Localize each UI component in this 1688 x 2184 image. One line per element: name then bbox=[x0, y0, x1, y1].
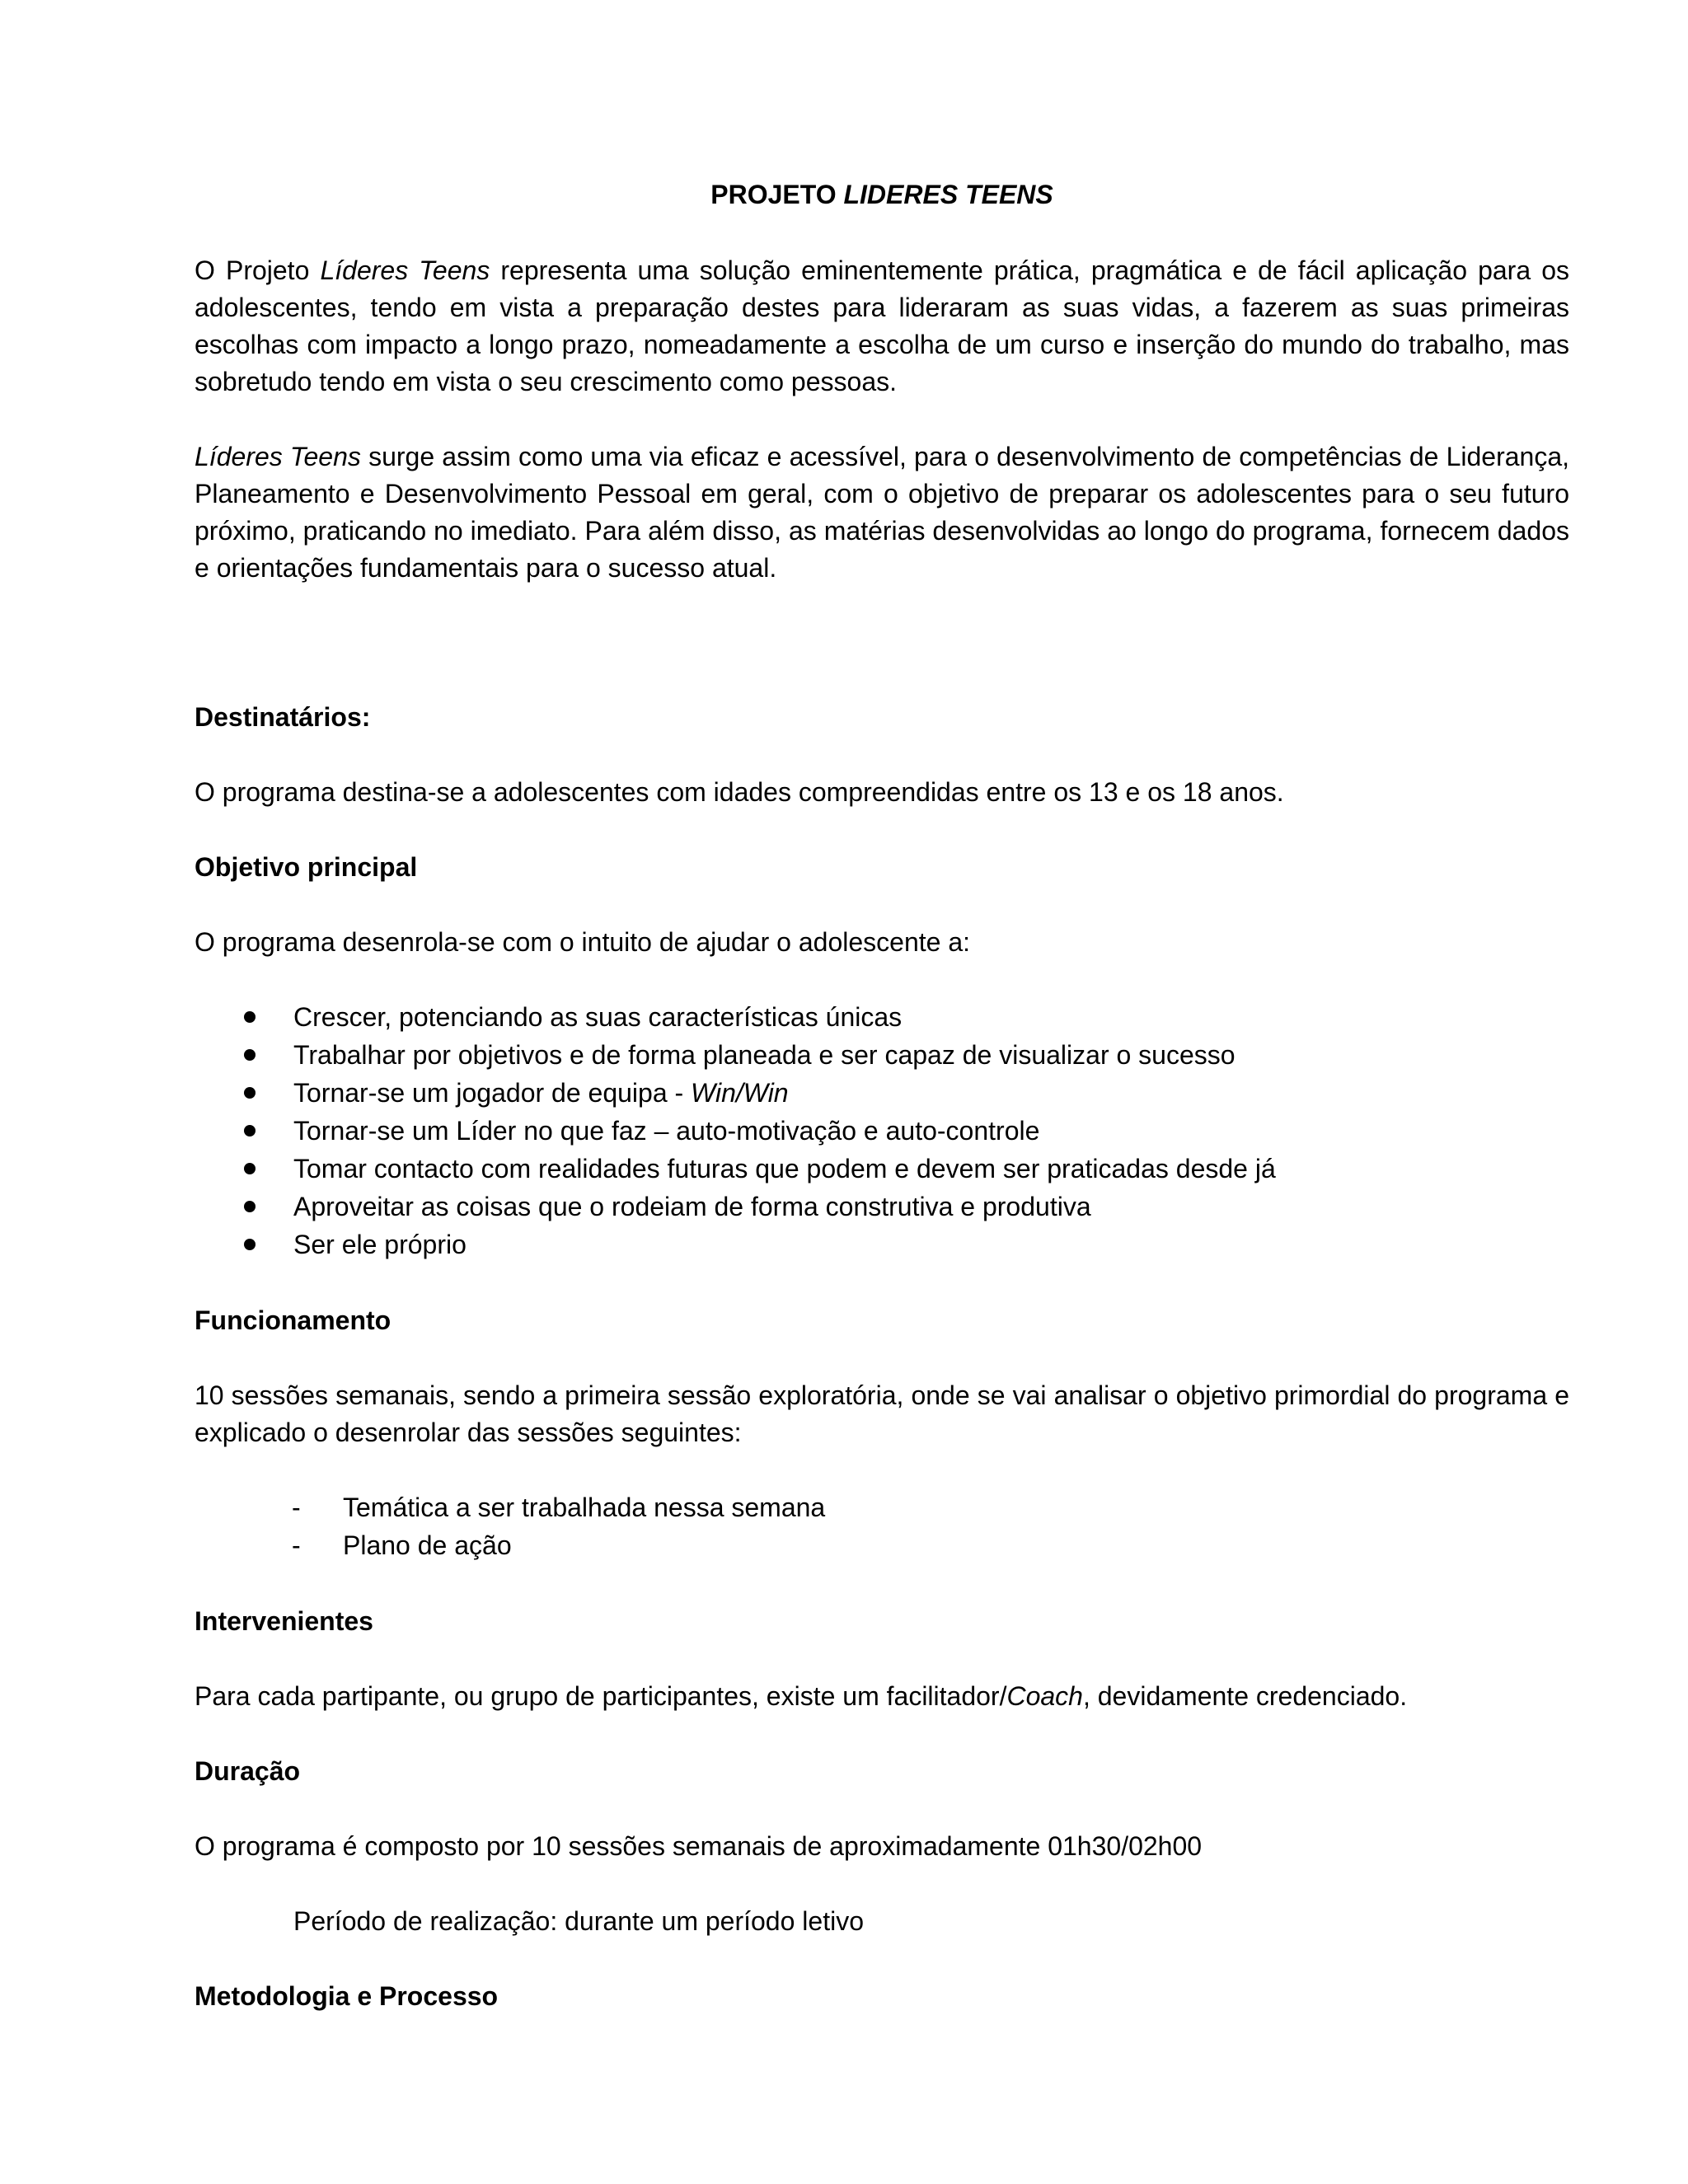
heading-metodologia: Metodologia e Processo bbox=[195, 1981, 499, 2011]
intro-p1-italic: Líderes Teens bbox=[320, 255, 490, 285]
list-item: Crescer, potenciando as suas características únicas bbox=[195, 999, 1569, 1037]
list-item: Ser ele próprio bbox=[195, 1226, 1569, 1264]
title-italic: LIDERES TEENS bbox=[843, 180, 1053, 209]
list-item-italic: Win/Win bbox=[691, 1078, 789, 1108]
intro-p1-rest: representa uma solução eminentemente prática, pragmática e de fácil aplicação para os adolescentes, tendo em vista a preparação destes para lideraram as suas vidas, a fazerem as suas primeiras escolhas com impacto a longo prazo, nomeadamente a escolha de um curso e inserção do mundo do trabalho, mas sobretudo tendo em vista o seu crescimento como pessoas. bbox=[195, 255, 1570, 396]
heading-destinatarios: Destinatários: bbox=[195, 702, 371, 732]
intro-p2-italic: Líderes Teens bbox=[195, 442, 361, 471]
intro-paragraph-2 bbox=[195, 438, 1569, 587]
destinatarios-text: O programa destina-se a adolescentes com idades compreendidas entre os 13 e os 18 anos. bbox=[195, 777, 1284, 807]
heading-funcionamento: Funcionamento bbox=[195, 1305, 392, 1335]
document-body bbox=[195, 176, 1569, 2015]
funcionamento-text: 10 sessões semanais, sendo a primeira sessão exploratória, onde se vai analisar o objetivo primordial do programa e explicado o desenrolar das sessões seguintes: bbox=[195, 1380, 1569, 1447]
intro-paragraph-1 bbox=[195, 252, 1569, 401]
objetivo-text: O programa desenrola-se com o intuito de ajudar o adolescente a: bbox=[195, 927, 970, 957]
list-item-text: Tornar-se um jogador de equipa - bbox=[293, 1078, 692, 1108]
intervenientes-text bbox=[195, 1678, 1569, 1715]
funcionamento-dash-list bbox=[195, 1489, 1569, 1565]
list-item: - Temática a ser trabalhada nessa semana bbox=[195, 1489, 1569, 1527]
duracao-text: O programa é composto por 10 sessões semanais de aproximadamente 01h30/02h00 bbox=[195, 1831, 1203, 1861]
heading-objetivo: Objetivo principal bbox=[195, 852, 418, 882]
intervenientes-text-start: Para cada partipante, ou grupo de participantes, existe um facilitador/ bbox=[195, 1681, 1007, 1711]
objetivo-bullet-list bbox=[195, 999, 1569, 1264]
intro-p2-rest: surge assim como uma via eficaz e acessível, para o desenvolvimento de competências de Liderança, Planeamento e Desenvolvimento Pessoal em geral, com o objetivo de preparar os adolescentes para o seu futuro próximo, praticando no imediato. Para além disso, as matérias desenvolvidas ao longo do programa, fornecem dados e orientações fundamentais para o sucesso atual. bbox=[195, 442, 1570, 583]
list-item: - Plano de ação bbox=[195, 1527, 1569, 1565]
intervenientes-text-italic: Coach bbox=[1006, 1681, 1083, 1711]
heading-duracao: Duração bbox=[195, 1756, 301, 1786]
title-prefix: PROJETO bbox=[710, 180, 844, 209]
list-item: Aproveitar as coisas que o rodeiam de forma construtiva e produtiva bbox=[195, 1188, 1569, 1226]
heading-intervenientes: Intervenientes bbox=[195, 1606, 373, 1636]
list-item bbox=[195, 1075, 1569, 1113]
duracao-periodo: Período de realização: durante um período letivo bbox=[293, 1906, 864, 1936]
document-title bbox=[195, 176, 1569, 213]
list-item: Tomar contacto com realidades futuras que podem e devem ser praticadas desde já bbox=[195, 1151, 1569, 1188]
intervenientes-text-end: , devidamente credenciado. bbox=[1082, 1681, 1408, 1711]
list-item: Tornar-se um Líder no que faz – auto-motivação e auto-controle bbox=[195, 1113, 1569, 1151]
intro-p1-start: O Projeto bbox=[195, 255, 321, 285]
list-item: Trabalhar por objetivos e de forma planeada e ser capaz de visualizar o sucesso bbox=[195, 1037, 1569, 1075]
